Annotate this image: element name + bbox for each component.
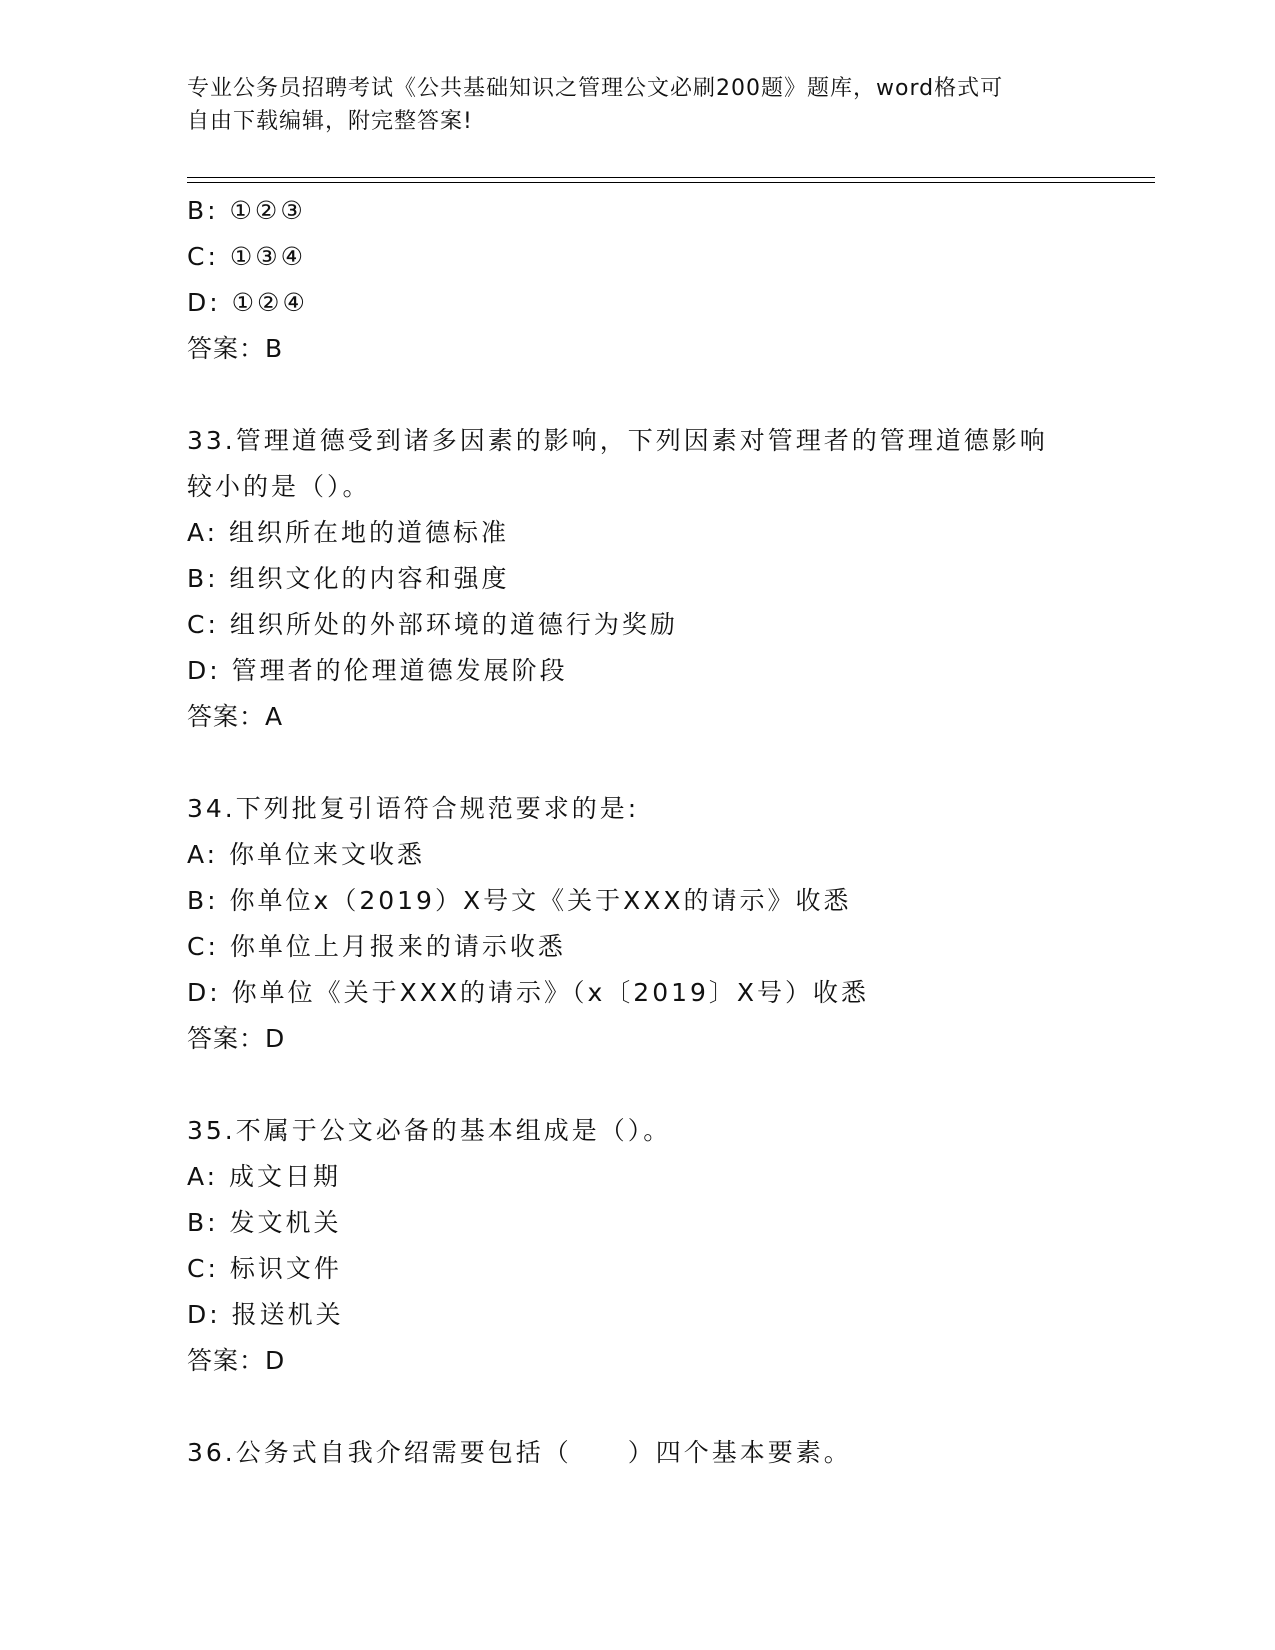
option-b: B: 你单位x（2019）X号文《关于XXX的请示》收悉 <box>187 886 852 915</box>
option-d: D: 管理者的伦理道德发展阶段 <box>187 656 568 685</box>
question-block-prev <box>187 188 1107 372</box>
spacer <box>187 1062 1107 1108</box>
option-d: D: 你单位《关于XXX的请示》（x〔2019〕X号）收悉 <box>187 978 870 1007</box>
option-b: B: 发文机关 <box>187 1208 342 1237</box>
document-header <box>187 72 1087 138</box>
option-a: A: 你单位来文收悉 <box>187 840 426 869</box>
option-c: C: ①③④ <box>187 242 307 271</box>
option-c: C: 标识文件 <box>187 1254 342 1283</box>
question-stem: 33.管理道德受到诸多因素的影响，下列因素对管理者的管理道德影响 <box>187 426 1048 455</box>
answer-line: 答案：D <box>187 1024 286 1053</box>
question-block-33 <box>187 418 1107 740</box>
question-block-35 <box>187 1108 1107 1384</box>
header-line-2: 自由下载编辑，附完整答案! <box>187 109 473 134</box>
option-d: D: ①②④ <box>187 288 308 317</box>
spacer <box>187 1384 1107 1430</box>
header-line-1: 专业公务员招聘考试《公共基础知识之管理公文必刷200题》题库，word格式可 <box>187 76 1004 101</box>
answer-line: 答案：D <box>187 1346 286 1375</box>
spacer <box>187 740 1107 786</box>
spacer <box>187 372 1107 418</box>
document-body <box>187 188 1107 1476</box>
answer-line: 答案：A <box>187 702 284 731</box>
question-block-34 <box>187 786 1107 1062</box>
option-b: B: 组织文化的内容和强度 <box>187 564 510 593</box>
answer-line: 答案：B <box>187 334 284 363</box>
option-c: C: 组织所处的外部环境的道德行为奖励 <box>187 610 678 639</box>
question-stem: 35.不属于公文必备的基本组成是（）。 <box>187 1116 672 1145</box>
question-stem: 36.公务式自我介绍需要包括（ ）四个基本要素。 <box>187 1438 852 1467</box>
question-stem-continued: 较小的是（）。 <box>187 472 371 501</box>
option-a: A: 组织所在地的道德标准 <box>187 518 510 547</box>
option-c: C: 你单位上月报来的请示收悉 <box>187 932 566 961</box>
question-block-36 <box>187 1430 1107 1476</box>
question-stem: 34.下列批复引语符合规范要求的是: <box>187 794 640 823</box>
option-a: A: 成文日期 <box>187 1162 342 1191</box>
header-divider-bottom <box>187 182 1155 183</box>
option-d: D: 报送机关 <box>187 1300 344 1329</box>
option-b: B: ①②③ <box>187 196 306 225</box>
header-divider-top <box>187 177 1155 178</box>
